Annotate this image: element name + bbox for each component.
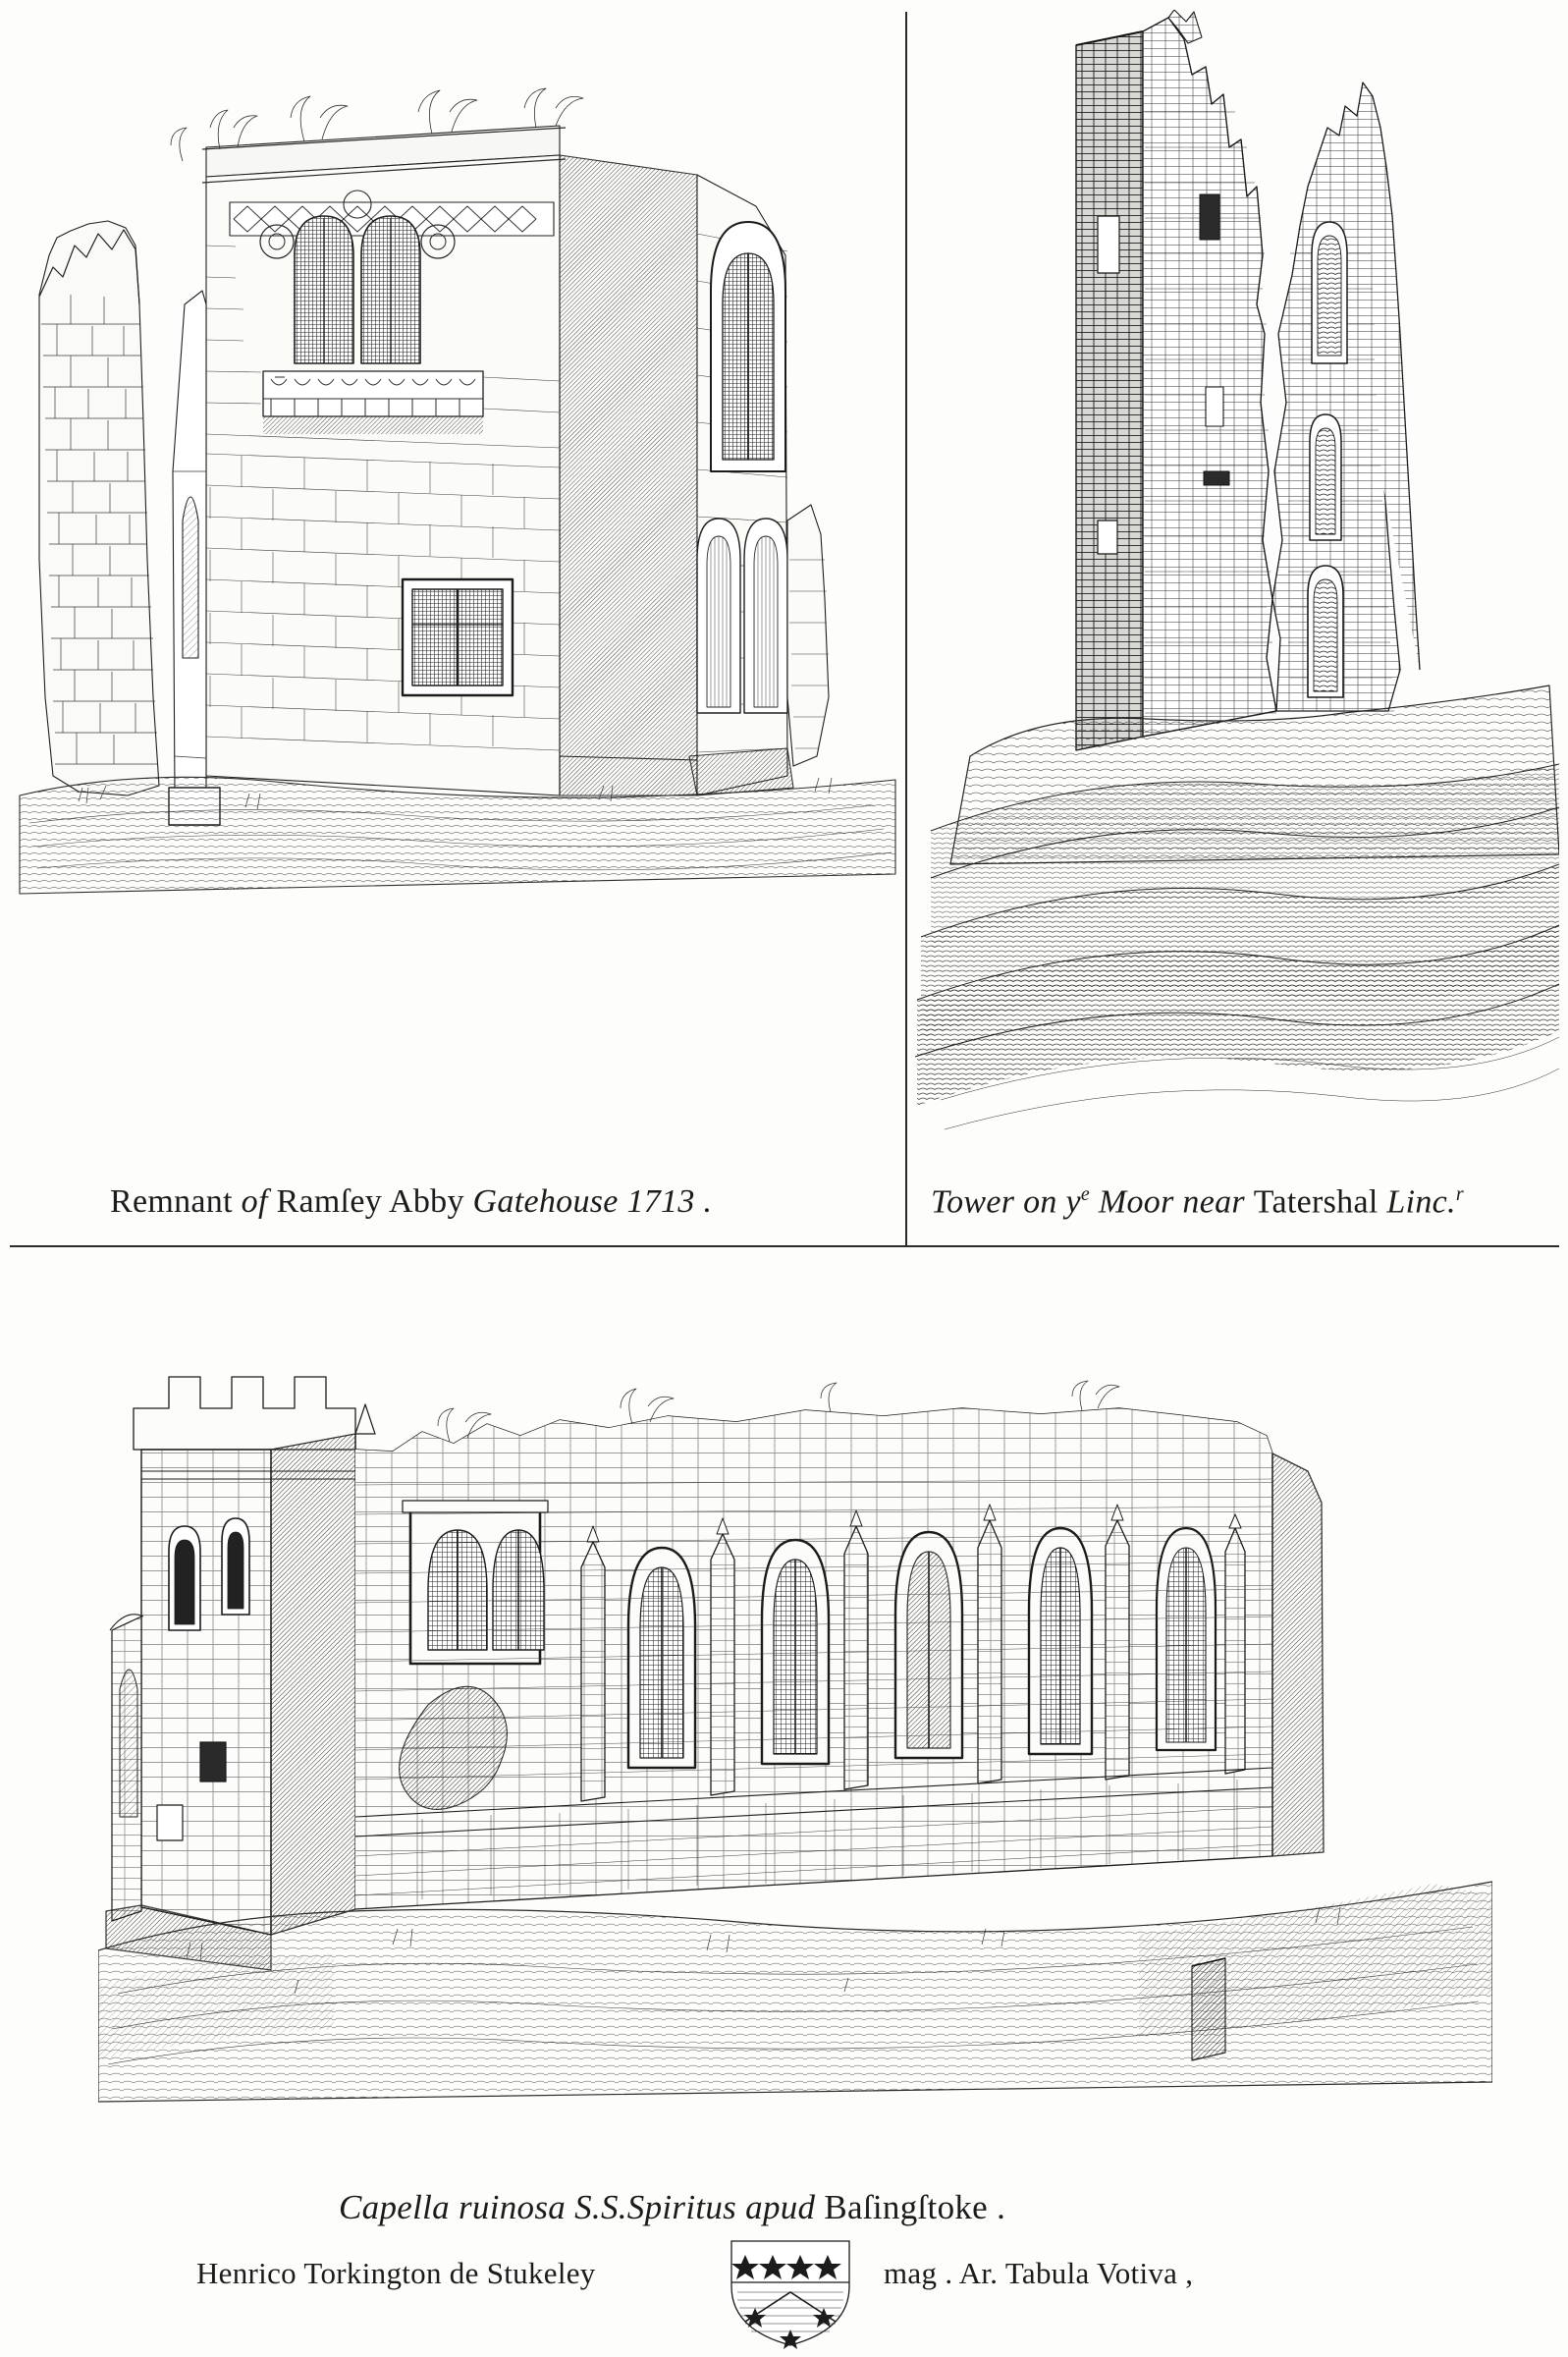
dedication-right: mag . Ar. Tabula Votiva , — [884, 2256, 1194, 2290]
illustration-ramsey-abbey-gatehouse — [10, 10, 905, 1218]
plate-divider-vertical — [905, 12, 907, 1247]
plate-divider-horizontal — [10, 1245, 1559, 1247]
dedication-left: Henrico Torkington de Stukeley — [196, 2256, 596, 2290]
caption-tatershall-superscript-r: r — [1455, 1183, 1464, 1205]
caption-ramsey-part-2: of — [241, 1183, 277, 1220]
caption-tatershall-part-3: Tatershal — [1253, 1183, 1387, 1221]
coat-of-arms — [722, 2227, 859, 2350]
illustration-tower-on-the-moor — [911, 10, 1559, 1221]
caption-basingstoke-part-1: Capella ruinosa S.S.Spiritus apud — [339, 2188, 825, 2226]
caption-tatershall-part-1: Tower on y — [931, 1183, 1081, 1221]
caption-basingstoke — [339, 2188, 1005, 2227]
caption-tatershall-superscript-e: e — [1080, 1183, 1091, 1205]
caption-tatershall-part-2: Moor near — [1090, 1183, 1254, 1221]
caption-ramsey — [110, 1183, 712, 1221]
illustration-holy-ghost-chapel-basingstoke — [98, 1306, 1492, 2180]
caption-ramsey-part-4: Gatehouse 1713 . — [472, 1183, 713, 1220]
caption-basingstoke-part-2: Baſingſtoke . — [824, 2188, 1006, 2226]
caption-tatershall — [931, 1183, 1464, 1221]
caption-tatershall-part-4: Linc. — [1386, 1183, 1456, 1221]
caption-ramsey-part-3: Ramſey Abby — [276, 1183, 473, 1220]
caption-ramsey-part-1: Remnant — [110, 1183, 242, 1220]
